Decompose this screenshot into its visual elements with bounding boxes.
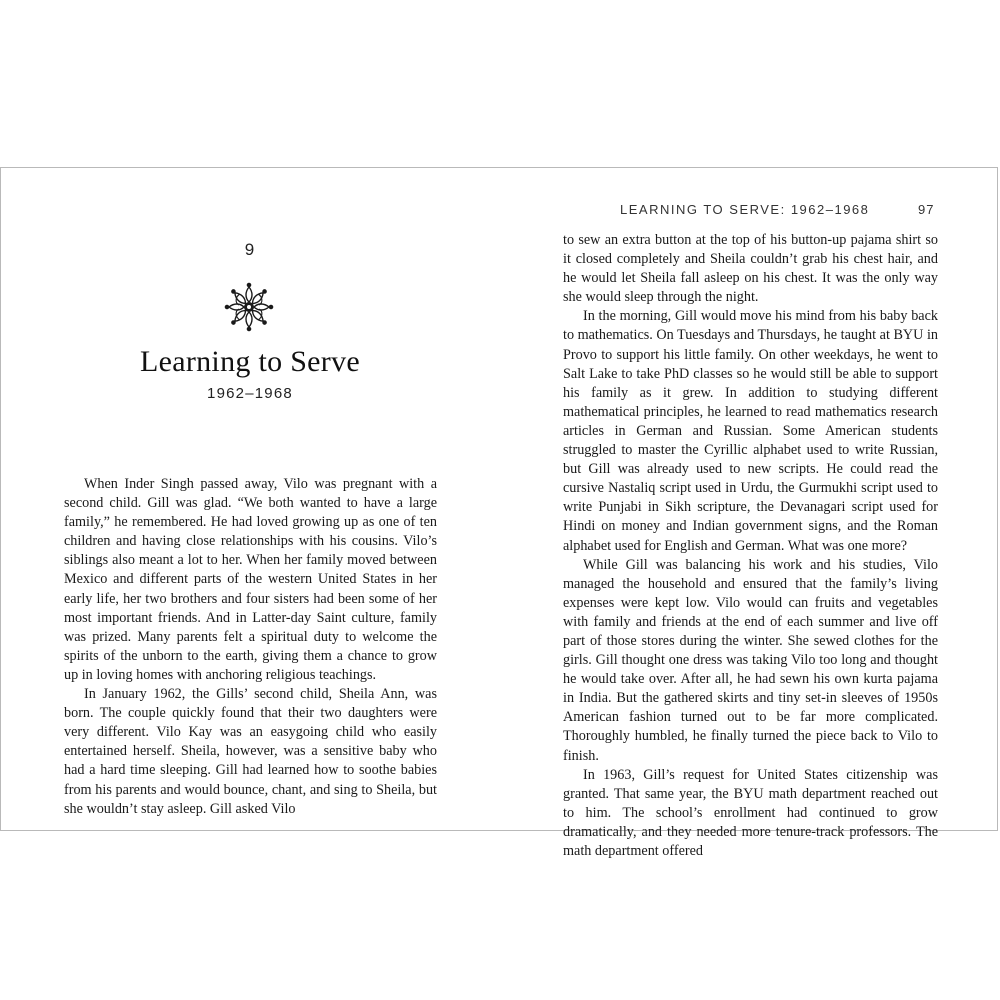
paragraph-continuation: to sew an extra button at the top of his button-up pajama shirt so it closed completely and Sheila couldn’t grab his chest hair, and he would let Sheila fall asleep on his chest. It was the only way she would sleep through the night. <box>563 232 938 306</box>
left-body-text <box>64 475 437 819</box>
paragraph: In January 1962, the Gills’ second child, Sheila Ann, was born. The couple quickly found that their two daughters were very different. Vilo Kay was an easygoing child who easily entertained herself. Sheila, however, was a sensitive baby who had a hard time sleeping. Gill had learned how to soothe babies from his parents and would bounce, chant, and sing to Sheila, but she wouldn’t stay asleep. Gill asked Vilo <box>64 686 437 817</box>
running-head: LEARNING TO SERVE: 1962–1968 <box>620 202 870 217</box>
chapter-title: Learning to Serve <box>139 345 361 378</box>
page-number: 97 <box>918 202 935 217</box>
floral-ornament-icon <box>224 282 274 332</box>
paragraph: In the morning, Gill would move his mind from his baby back to mathematics. On Tuesdays and Thursdays, he taught at BYU in Provo to support his little family. On other weekdays, he went to Salt Lake to take PhD classes so he would still be able to support his family as it grew. In addition to studying different mathematical principles, he learned to read mathematics research articles in German and Russian. Some American students struggled to master the Cyrillic alphabet used to write Russian, but Gill was already used to new scripts. He could read the cursive Nastaliq script used in Urdu, the Gurmukhi script used to write Punjabi in Sikh scripture, the Devanagari script used for Hindi on money and Indian government signs, and the Roman alphabet used for English and German. What was one more? <box>563 308 938 554</box>
paragraph: While Gill was balancing his work and his studies, Vilo managed the household and ensured that the family’s living expenses were kept low. Vilo would can fruits and vegetables with family and friends at the end of each summer and live off part of those stores during the winter. She sewed clothes for the girls. Gill thought one dress was taking Vilo too long and thought he would take over. After all, he had sewn his own kurta pajama in India. But the gathered skirts and tiny set-in sleeves of 1950s American fashion turned out to be far more complicated. Thoroughly humbled, he finally turned the piece back to Vilo to finish. <box>563 556 938 764</box>
chapter-number: 9 <box>244 240 256 259</box>
paragraph: When Inder Singh passed away, Vilo was pregnant with a second child. Gill was glad. “We both wanted to have a large family,” he remembered. He had loved growing up as one of ten children and having close relationships with his cousins. Vilo’s siblings also meant a lot to her. When her family moved between Mexico and different parts of the western United States in her early life, her two brothers and four sisters had been some of her most important friends. And in Latter-day Saint culture, family was prized. Many parents felt a spiritual duty to welcome the spirits of the unborn to the earth, giving them a chance to grow up in loving homes with anchoring religious teachings. <box>64 476 437 683</box>
chapter-dates: 1962–1968 <box>207 385 293 402</box>
right-body-text <box>563 231 938 861</box>
paragraph: In 1963, Gill’s request for United States citizenship was granted. That same year, the BYU math department reached out to him. The school’s enrollment had continued to grow dramatically, and they needed more tenure-track professors. The math department offered <box>563 766 938 859</box>
